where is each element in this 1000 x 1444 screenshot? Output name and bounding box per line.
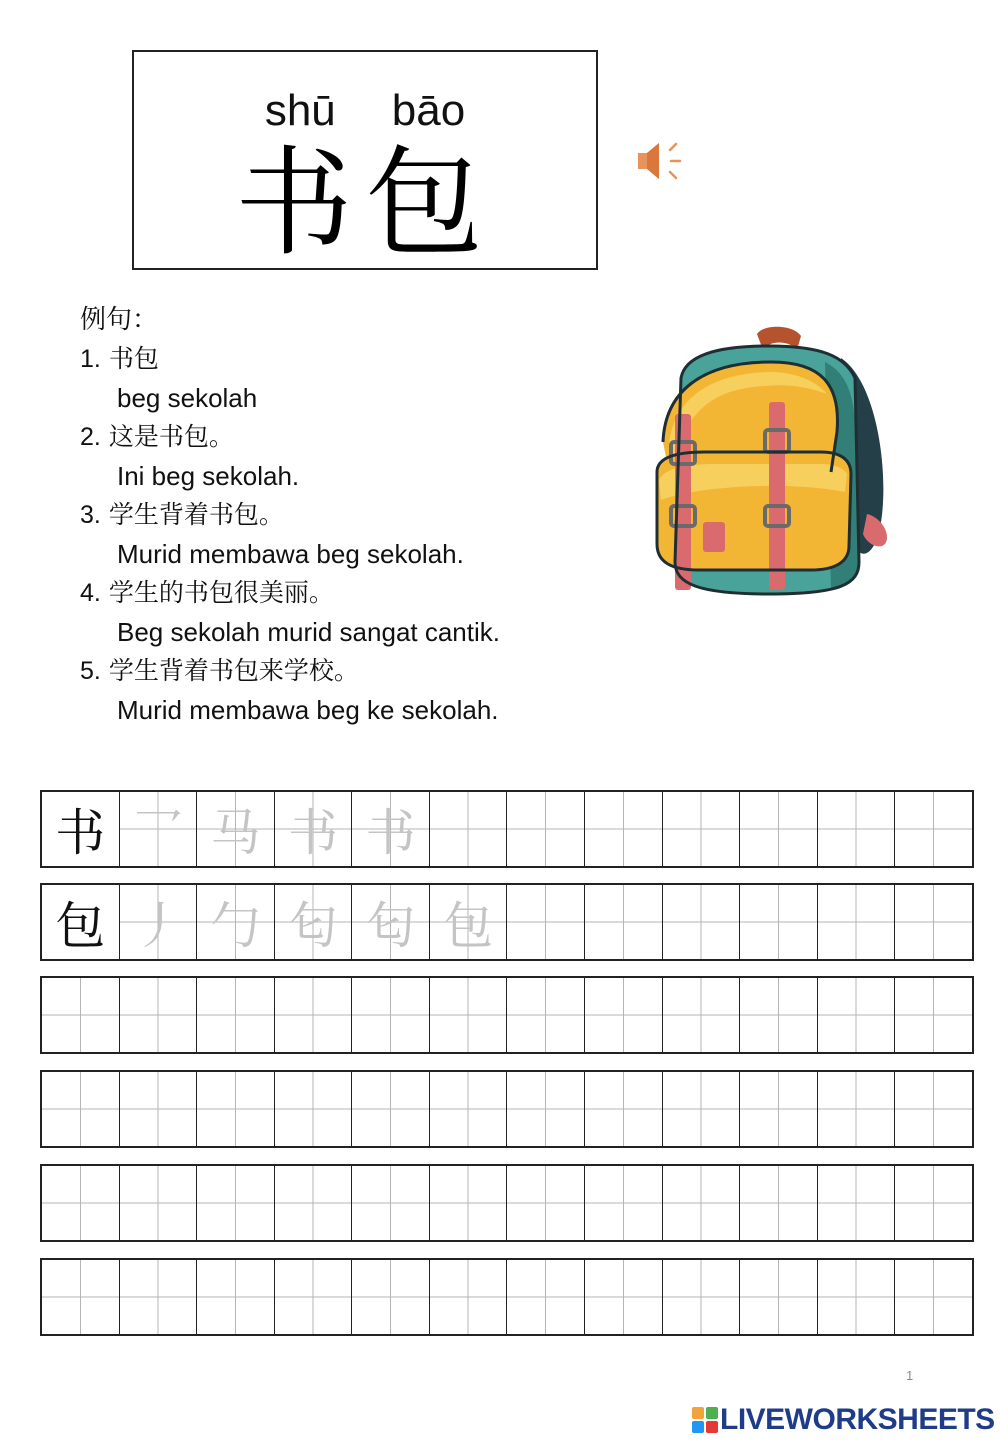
practice-cell[interactable]	[42, 1166, 120, 1240]
practice-cell[interactable]	[42, 885, 120, 959]
backpack-illustration	[645, 322, 895, 604]
pinyin-syllable: bāo	[391, 86, 466, 135]
practice-row	[40, 1258, 974, 1336]
brand-name: LIVEWORKSHEETS	[720, 1403, 995, 1436]
example-chinese-text: 学生背着书包。	[108, 500, 284, 529]
stroke-trace: 匂	[288, 897, 339, 955]
practice-cell[interactable]	[895, 1260, 972, 1334]
page-number: 1	[906, 1368, 914, 1383]
practice-cell[interactable]	[275, 1260, 353, 1334]
practice-row	[40, 1070, 974, 1148]
example-chinese	[80, 652, 640, 690]
example-chinese	[80, 496, 640, 534]
practice-cell[interactable]	[663, 1260, 741, 1334]
stroke-trace: 乛	[132, 804, 183, 862]
practice-cell[interactable]	[120, 885, 198, 959]
example-item	[80, 574, 640, 652]
example-number: 2.	[80, 423, 101, 451]
practice-cell[interactable]	[663, 1166, 741, 1240]
example-malay: Beg sekolah murid sangat cantik.	[117, 617, 500, 647]
practice-cell[interactable]	[507, 978, 585, 1052]
example-malay: Murid membawa beg sekolah.	[117, 539, 464, 569]
example-chinese	[80, 340, 640, 378]
practice-cell[interactable]	[895, 1072, 972, 1146]
example-chinese-text: 学生背着书包来学校。	[108, 656, 359, 685]
practice-cell[interactable]	[663, 1072, 741, 1146]
practice-cell[interactable]	[197, 1072, 275, 1146]
practice-cell[interactable]	[352, 1072, 430, 1146]
example-number: 1.	[80, 345, 101, 373]
example-chinese-text: 这是书包。	[108, 422, 234, 451]
practice-cell[interactable]	[663, 978, 741, 1052]
practice-cell[interactable]	[352, 792, 430, 866]
practice-cell[interactable]	[120, 978, 198, 1052]
practice-cell[interactable]	[740, 792, 818, 866]
practice-cell[interactable]	[120, 1072, 198, 1146]
practice-cell[interactable]	[895, 792, 972, 866]
pinyin	[134, 86, 596, 136]
practice-cell[interactable]	[507, 1260, 585, 1334]
vocabulary-word: 书包	[234, 134, 495, 272]
practice-cell[interactable]	[430, 978, 508, 1052]
practice-cell[interactable]	[120, 1166, 198, 1240]
practice-cell[interactable]	[818, 978, 896, 1052]
practice-cell[interactable]	[740, 1072, 818, 1146]
practice-cell[interactable]	[818, 792, 896, 866]
speaker-icon[interactable]	[634, 138, 686, 184]
practice-row	[40, 790, 974, 868]
practice-cell[interactable]	[42, 792, 120, 866]
example-number: 5.	[80, 657, 101, 685]
example-malay: Ini beg sekolah.	[117, 461, 300, 491]
practice-cell[interactable]	[120, 1260, 198, 1334]
practice-cell[interactable]	[42, 1260, 120, 1334]
practice-cell[interactable]	[818, 1072, 896, 1146]
practice-cell[interactable]	[585, 885, 663, 959]
stroke-trace: 勹	[210, 897, 261, 955]
practice-cell[interactable]	[42, 978, 120, 1052]
practice-cell[interactable]	[740, 885, 818, 959]
model-character: 包	[55, 897, 106, 955]
practice-cell[interactable]	[197, 1166, 275, 1240]
practice-cell[interactable]	[430, 1260, 508, 1334]
example-chinese-text: 学生的书包很美丽。	[108, 578, 334, 607]
practice-cell[interactable]	[275, 978, 353, 1052]
practice-cell[interactable]	[585, 792, 663, 866]
practice-cell[interactable]	[275, 1166, 353, 1240]
practice-row	[40, 883, 974, 961]
liveworksheets-logo	[692, 1402, 995, 1438]
liveworksheets-logo-icon	[692, 1407, 720, 1433]
practice-cell[interactable]	[663, 885, 741, 959]
practice-cell[interactable]	[585, 1260, 663, 1334]
practice-cell[interactable]	[818, 1260, 896, 1334]
practice-cell[interactable]	[352, 978, 430, 1052]
example-number: 4.	[80, 579, 101, 607]
practice-cell[interactable]	[818, 1166, 896, 1240]
practice-cell[interactable]	[663, 792, 741, 866]
practice-cell[interactable]	[507, 1072, 585, 1146]
example-chinese	[80, 574, 640, 612]
practice-cell[interactable]	[585, 978, 663, 1052]
example-item	[80, 418, 640, 496]
example-item	[80, 496, 640, 574]
practice-cell[interactable]	[197, 885, 275, 959]
practice-cell[interactable]	[585, 1166, 663, 1240]
stroke-trace: 包	[443, 897, 494, 955]
example-item	[80, 340, 640, 418]
example-chinese	[80, 418, 640, 456]
example-number: 3.	[80, 501, 101, 529]
practice-cell[interactable]	[275, 885, 353, 959]
practice-cell[interactable]	[585, 1072, 663, 1146]
practice-cell[interactable]	[275, 1072, 353, 1146]
model-character: 书	[55, 804, 106, 862]
practice-cell[interactable]	[430, 792, 508, 866]
example-malay: beg sekolah	[117, 383, 258, 413]
practice-cell[interactable]	[275, 792, 353, 866]
stroke-trace: 马	[210, 804, 261, 862]
practice-cell[interactable]	[507, 792, 585, 866]
practice-cell[interactable]	[740, 1166, 818, 1240]
practice-cell[interactable]	[352, 1260, 430, 1334]
practice-cell[interactable]	[740, 1260, 818, 1334]
practice-row	[40, 976, 974, 1054]
practice-cell[interactable]	[507, 1166, 585, 1240]
stroke-trace: 书	[365, 804, 416, 862]
practice-cell[interactable]	[197, 978, 275, 1052]
stroke-trace: 匂	[365, 897, 416, 955]
practice-row	[40, 1164, 974, 1242]
practice-cell[interactable]	[120, 792, 198, 866]
practice-cell[interactable]	[430, 885, 508, 959]
practice-cell[interactable]	[818, 885, 896, 959]
example-item	[80, 652, 640, 730]
practice-cell[interactable]	[507, 885, 585, 959]
example-malay: Murid membawa beg ke sekolah.	[117, 695, 499, 725]
example-chinese-text: 书包	[108, 344, 159, 373]
examples-heading: 例句：	[80, 305, 159, 335]
practice-cell[interactable]	[895, 978, 972, 1052]
stroke-trace: 丿	[132, 897, 183, 955]
pinyin-syllable: shū	[264, 86, 336, 135]
practice-cell[interactable]	[895, 1166, 972, 1240]
example-sentences	[80, 300, 640, 730]
practice-cell[interactable]	[740, 978, 818, 1052]
practice-cell[interactable]	[352, 885, 430, 959]
practice-cell[interactable]	[352, 1166, 430, 1240]
stroke-trace: 书	[288, 804, 339, 862]
practice-cell[interactable]	[197, 1260, 275, 1334]
practice-cell[interactable]	[197, 792, 275, 866]
vocabulary-card	[132, 50, 598, 270]
practice-cell[interactable]	[895, 885, 972, 959]
practice-cell[interactable]	[430, 1072, 508, 1146]
practice-cell[interactable]	[42, 1072, 120, 1146]
practice-cell[interactable]	[430, 1166, 508, 1240]
